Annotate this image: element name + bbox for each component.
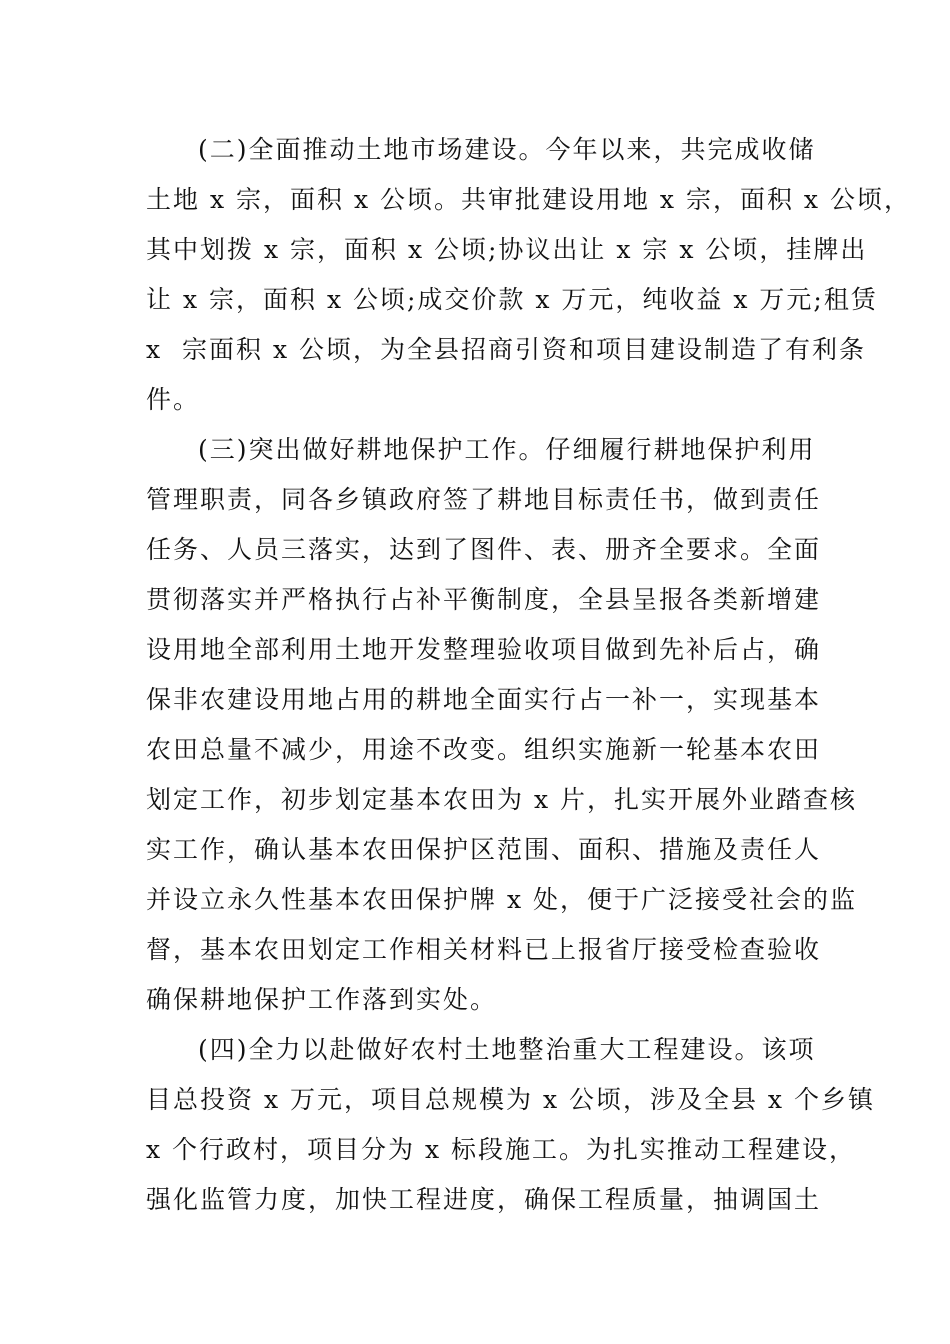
text-line: 农田总量不减少，用途不改变。组织实施新一轮基本农田	[146, 735, 822, 764]
text-line: 保非农建设用地占用的耕地全面实行占一补一，实现基本	[146, 685, 822, 714]
text-line: 任务、人员三落实，达到了图件、表、册齐全要求。全面	[146, 535, 822, 564]
text-line: x 宗面积 x 公顷，为全县招商引资和项目建设制造了有利条	[146, 335, 866, 364]
text-line: 并设立永久性基本农田保护牌 x 处，便于广泛接受社会的监	[146, 885, 857, 914]
text-line: 督，基本农田划定工作相关材料已上报省厅接受检查验收	[146, 935, 822, 964]
text-line: (二)全面推动土地市场建设。今年以来，共完成收储	[198, 135, 816, 164]
text-line: (三)突出做好耕地保护工作。仔细履行耕地保护利用	[198, 435, 816, 464]
text-line: 实工作，确认基本农田保护区范围、面积、措施及责任人	[146, 835, 822, 864]
text-line: 目总投资 x 万元，项目总规模为 x 公顷，涉及全县 x 个乡镇	[146, 1085, 875, 1114]
text-line: 让 x 宗，面积 x 公顷;成交价款 x 万元，纯收益 x 万元;租赁	[146, 285, 878, 314]
text-line: 强化监管力度，加快工程进度，确保工程质量，抽调国土	[146, 1185, 822, 1214]
text-line: 确保耕地保护工作落到实处。	[146, 985, 498, 1014]
text-line: x 个行政村，项目分为 x 标段施工。为扎实推动工程建设，	[146, 1135, 857, 1164]
text-line: 土地 x 宗，面积 x 公顷。共审批建设用地 x 宗，面积 x 公顷，	[146, 185, 911, 214]
text-line: 管理职责，同各乡镇政府签了耕地目标责任书，做到责任	[146, 485, 822, 514]
text-line: 划定工作，初步划定基本农田为 x 片，扎实开展外业踏查核	[146, 785, 857, 814]
text-line: 贯彻落实并严格执行占补平衡制度，全县呈报各类新增建	[146, 585, 822, 614]
text-line: (四)全力以赴做好农村土地整治重大工程建设。该项	[198, 1035, 816, 1064]
text-line: 设用地全部利用土地开发整理验收项目做到先补后占，确	[146, 635, 822, 664]
text-line: 件。	[146, 385, 201, 414]
text-line: 其中划拨 x 宗，面积 x 公顷;协议出让 x 宗 x 公顷，挂牌出	[146, 235, 868, 264]
